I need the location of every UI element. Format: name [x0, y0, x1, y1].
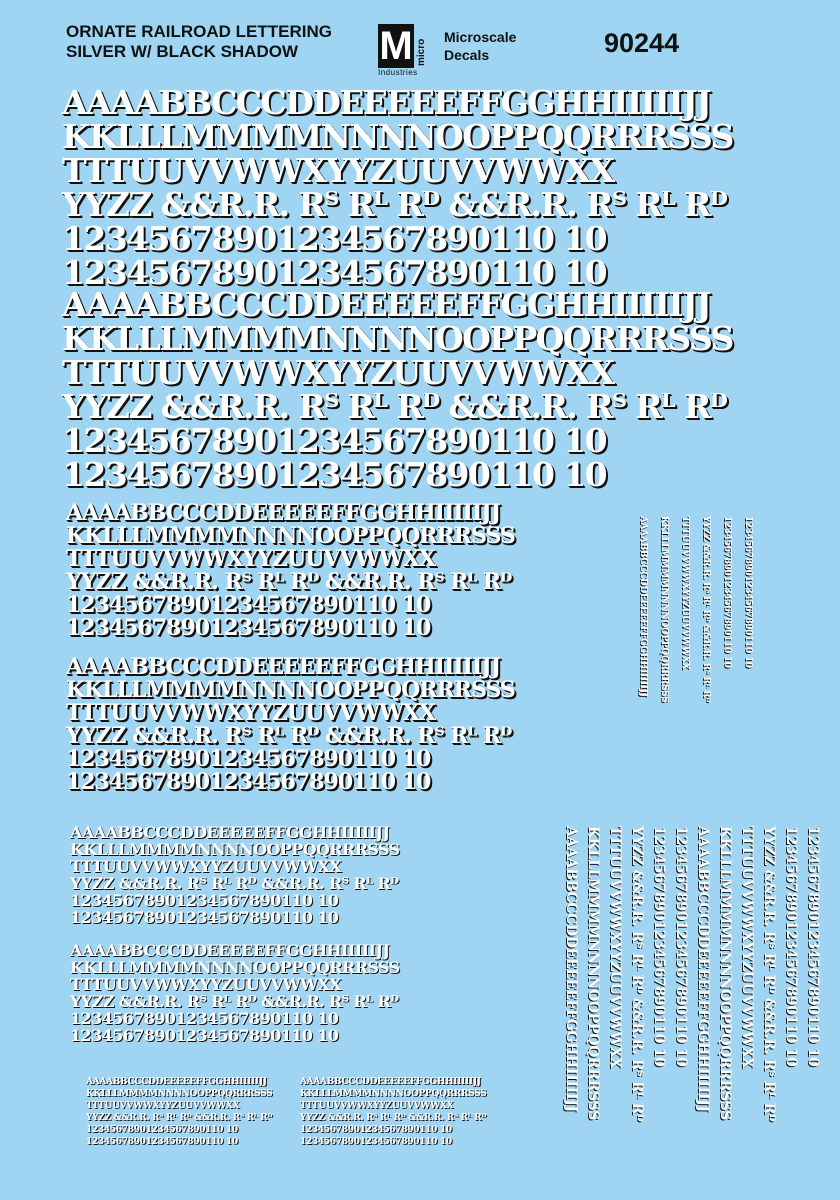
- lettering-row: 12345678901234567890110 10: [86, 1125, 238, 1135]
- brand-line2: Decals: [444, 47, 490, 63]
- lettering-row: KKLLLMMMMNNNNOOPPQQRRRSSS: [585, 826, 601, 1120]
- lettering-row: 12345678901234567890110 10: [805, 826, 821, 1067]
- header-title-line2: SILVER W/ BLACK SHADOW: [66, 42, 299, 61]
- lettering-row: KKLLLMMMMNNNNOOPPQQRRRSSS: [70, 958, 400, 977]
- lettering-row: TTTUUVVWWXYYZUUVVWWXX: [739, 826, 755, 1068]
- lettering-row: AAAABBCCCDDEEEEEFFGGHHIIIIIJJ: [70, 941, 390, 960]
- lettering-row: 12345678901234567890110 10: [66, 746, 431, 772]
- lettering-row: YYZZ &&R.R. Rᵀ Rᴸ Rᴰ &&R.R. Rᵀ Rᴸ Rᴰ: [70, 992, 399, 1011]
- logo-micro-text: micro: [416, 38, 427, 66]
- lettering-row: 12345678901234567890110 10: [66, 615, 431, 641]
- lettering-row: 12345678901234567890110 10: [722, 516, 732, 668]
- lettering-row: 12345678901234567890110 10: [651, 826, 667, 1067]
- lettering-row: AAAABBCCCDDEEEEEFFGGHHIIIIIJJ: [300, 1077, 481, 1087]
- lettering-row: KKLLLMMMMNNNNOOPPQQRRRSSS: [70, 840, 400, 859]
- lettering-row: KKLLLMMMMNNNNOOPPQQRRRSSS: [62, 319, 733, 358]
- lettering-row: 12345678901234567890110 10: [673, 826, 689, 1067]
- lettering-row: TTTUUVVWWXYYZUUVVWWXX: [66, 546, 436, 572]
- lettering-row: AAAABBCCCDDEEEEEFFGGHHIIIIIJJ: [563, 826, 579, 1112]
- logo-m-mark: M: [379, 24, 413, 68]
- logo-industries-text: Industries: [378, 68, 418, 77]
- lettering-row: 12345678901234567890110 10: [62, 253, 606, 292]
- lettering-row: 12345678901234567890110 10: [70, 908, 339, 927]
- lettering-row: AAAABBCCCDDEEEEEFFGGHHIIIIIJJ: [70, 823, 390, 842]
- lettering-row: YYZZ &&R.R. Rᵀ Rᴸ Rᴰ &&R.R. Rᵀ Rᴸ Rᴰ: [86, 1113, 273, 1123]
- lettering-row: TTTUUVVWWXYYZUUVVWWXX: [680, 516, 690, 670]
- lettering-row: TTTUUVVWWXYYZUUVVWWXX: [70, 857, 342, 876]
- lettering-row: YYZZ &&R.R. Rᵀ Rᴸ Rᴰ &&R.R. Rᵀ Rᴸ Rᴰ: [701, 516, 711, 703]
- lettering-row: 12345678901234567890110 10: [70, 1026, 339, 1045]
- lettering-row: 12345678901234567890110 10: [70, 1009, 339, 1028]
- lettering-set-tiny-1: [86, 1076, 272, 1148]
- lettering-row: YYZZ &&R.R. Rᵀ Rᴸ Rᴰ &&R.R. Rᵀ Rᴸ Rᴰ: [300, 1113, 487, 1123]
- lettering-row: 12345678901234567890110 10: [70, 891, 339, 910]
- lettering-row: AAAABBCCCDDEEEEEFFGGHHIIIIIJJ: [66, 500, 501, 526]
- lettering-row: TTTUUVVWWXYYZUUVVWWXX: [607, 826, 623, 1068]
- lettering-row: AAAABBCCCDDEEEEEFFGGHHIIIIIJJ: [86, 1077, 267, 1087]
- lettering-row: 12345678901234567890110 10: [66, 769, 431, 795]
- lettering-row: KKLLLMMMMNNNNOOPPQQRRRSSS: [66, 677, 515, 703]
- lettering-row: 12345678901234567890110 10: [62, 219, 606, 258]
- lettering-row: KKLLLMMMMNNNNOOPPQQRRRSSS: [62, 117, 733, 156]
- lettering-row: KKLLLMMMMNNNNOOPPQQRRRSSS: [717, 826, 733, 1120]
- lettering-set-small-2: [70, 942, 400, 1044]
- lettering-row: KKLLLMMMMNNNNOOPPQQRRRSSS: [86, 1089, 273, 1099]
- lettering-row: TTTUUVVWWXYYZUUVVWWXX: [86, 1101, 240, 1111]
- lettering-row: YYZZ &&R.R. Rᵀ Rᴸ Rᴰ &&R.R. Rᵀ Rᴸ Rᴰ: [66, 569, 512, 595]
- lettering-row: TTTUUVVWWXYYZUUVVWWXX: [62, 151, 614, 190]
- lettering-row: YYZZ &&R.R. Rᵀ Rᴸ Rᴰ &&R.R. Rᵀ Rᴸ Rᴰ: [629, 826, 645, 1122]
- brand-line1: Microscale: [444, 29, 517, 45]
- catalog-number: 90244: [604, 28, 680, 58]
- lettering-row: AAAABBCCCDDEEEEEFFGGHHIIIIIJJ: [62, 83, 711, 122]
- lettering-row: 12345678901234567890110 10: [300, 1125, 452, 1135]
- lettering-row: 12345678901234567890110 10: [300, 1137, 452, 1147]
- lettering-row: 12345678901234567890110 10: [743, 516, 753, 668]
- lettering-row: AAAABBCCCDDEEEEEFFGGHHIIIIIJJ: [66, 654, 501, 680]
- lettering-row: TTTUUVVWWXYYZUUVVWWXX: [62, 353, 614, 392]
- lettering-set-medium-1: [66, 502, 515, 640]
- lettering-row: TTTUUVVWWXYYZUUVVWWXX: [66, 700, 436, 726]
- microscale-logo: [378, 24, 436, 77]
- lettering-row: YYZZ &&R.R. Rᵀ Rᴸ Rᴰ &&R.R. Rᵀ Rᴸ Rᴰ: [761, 826, 777, 1122]
- lettering-row: KKLLLMMMMNNNNOOPPQQRRRSSS: [66, 523, 515, 549]
- lettering-row: AAAABBCCCDDEEEEEFFGGHHIIIIIJJ: [695, 826, 711, 1112]
- lettering-set-small-1: [70, 824, 400, 926]
- lettering-row: AAAABBCCCDDEEEEEFFGGHHIIIIIJJ: [638, 516, 648, 697]
- lettering-row: KKLLLMMMMNNNNOOPPQQRRRSSS: [659, 516, 669, 703]
- lettering-row: YYZZ &&R.R. Rᵀ Rᴸ Rᴰ &&R.R. Rᵀ Rᴸ Rᴰ: [70, 874, 399, 893]
- lettering-row: 12345678901234567890110 10: [66, 592, 431, 618]
- lettering-row: YYZZ &&R.R. Rᵀ Rᴸ Rᴰ &&R.R. Rᵀ Rᴸ Rᴰ: [66, 723, 512, 749]
- brand-name: [444, 28, 516, 64]
- lettering-set-vertical-small: [632, 516, 758, 756]
- lettering-row: 12345678901234567890110 10: [62, 455, 606, 494]
- lettering-row: 12345678901234567890110 10: [62, 421, 606, 460]
- lettering-row: AAAABBCCCDDEEEEEFFGGHHIIIIIJJ: [62, 285, 711, 324]
- lettering-set-tiny-2: [300, 1076, 486, 1148]
- lettering-set-large-2: [62, 285, 733, 494]
- header-title: [66, 22, 332, 62]
- lettering-row: KKLLLMMMMNNNNOOPPQQRRRSSS: [300, 1089, 487, 1099]
- lettering-row: TTTUUVVWWXYYZUUVVWWXX: [70, 975, 342, 994]
- lettering-row: 12345678901234567890110 10: [783, 826, 799, 1067]
- lettering-row: YYZZ &&R.R. Rᵀ Rᴸ Rᴰ &&R.R. Rᵀ Rᴸ Rᴰ: [62, 185, 727, 224]
- lettering-row: TTTUUVVWWXYYZUUVVWWXX: [300, 1101, 454, 1111]
- lettering-set-vertical-medium: [560, 826, 824, 1176]
- lettering-row: 12345678901234567890110 10: [86, 1137, 238, 1147]
- lettering-row: YYZZ &&R.R. Rᵀ Rᴸ Rᴰ &&R.R. Rᵀ Rᴸ Rᴰ: [62, 387, 727, 426]
- lettering-set-medium-2: [66, 656, 515, 794]
- lettering-set-large-1: [62, 83, 733, 292]
- header-title-line1: ORNATE RAILROAD LETTERING: [66, 22, 333, 41]
